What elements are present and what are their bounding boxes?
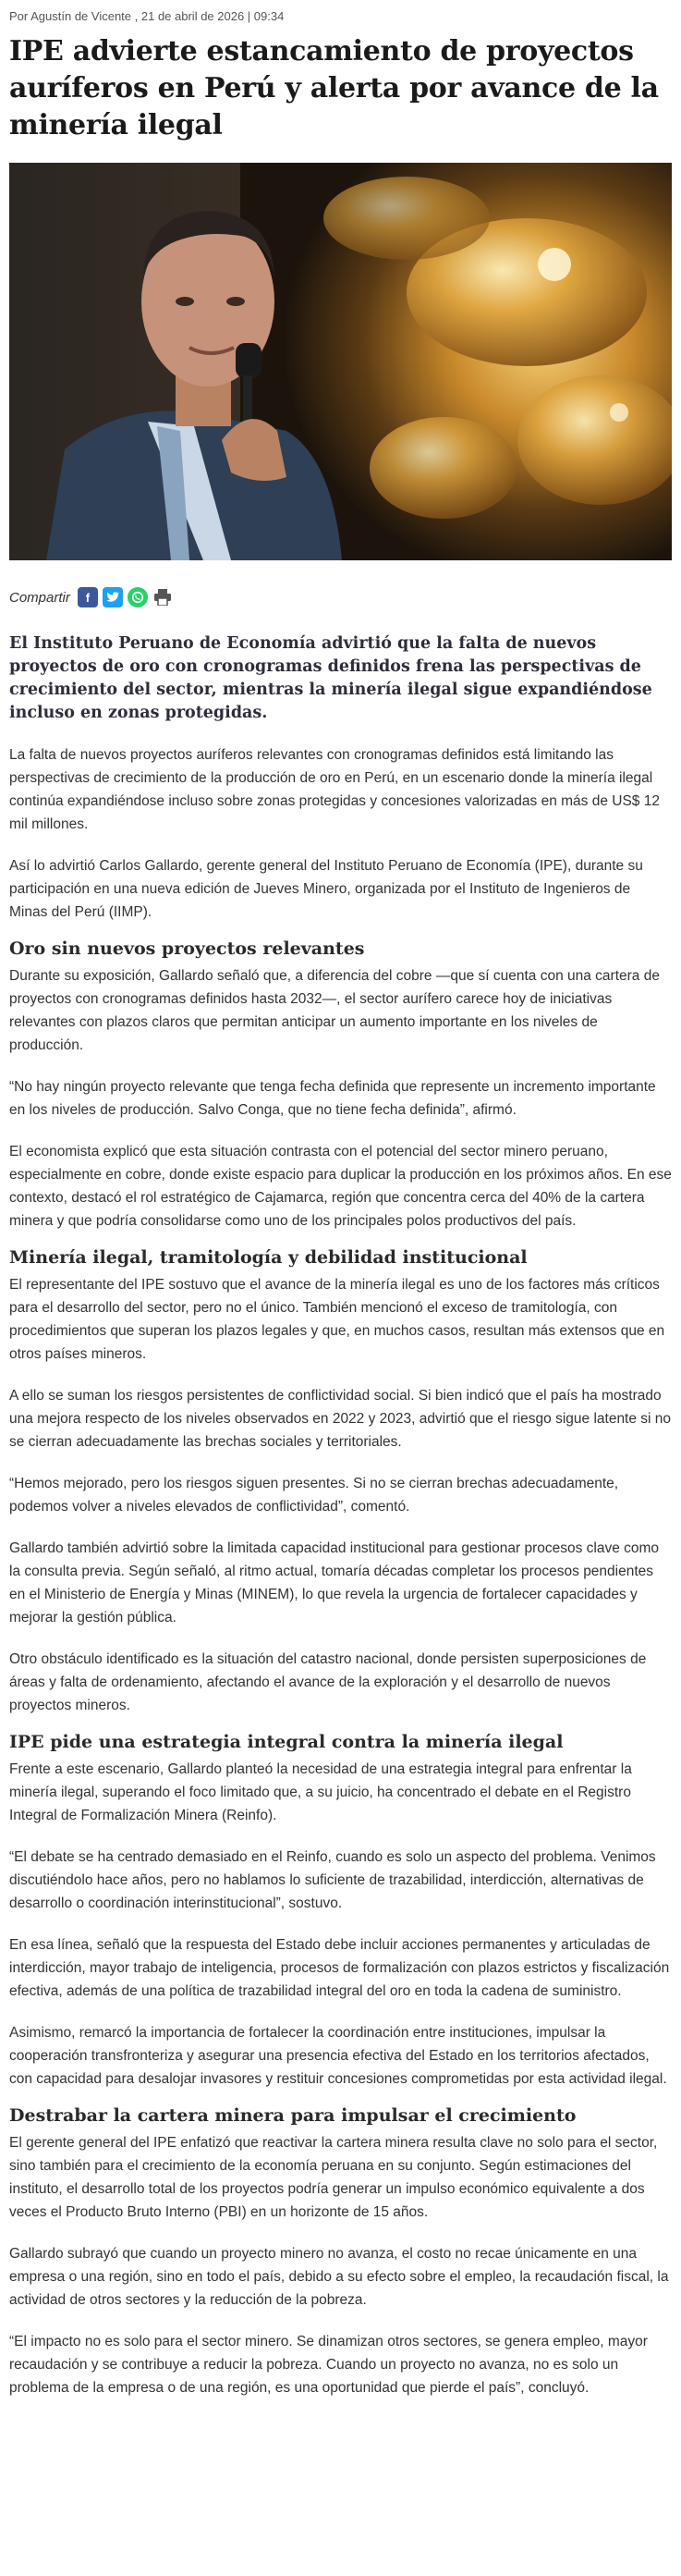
paragraph: “No hay ningún proyecto relevante que tenga fecha definida que represente un incremento importante en los niveles de producción. Salvo Conga, que no tiene fecha definida”, afirmó. [9, 1079, 656, 1118]
paragraph: “El debate se ha centrado demasiado en el Reinfo, cuando es solo un aspecto del problema. Venimos discutiéndolo hace años, pero no hablamos lo suficiente de trazabilidad, interdicción, alternativas de desarrollo o coordinación interinstitucional”, sostuvo. [9, 1849, 656, 1911]
author-link[interactable]: Agustín de Vicente [30, 9, 132, 23]
section-heading: Oro sin nuevos proyectos relevantes [9, 938, 365, 959]
paragraph: Gallardo también advirtió sobre la limitada capacidad institucional para gestionar procesos clave como la consulta previa. Según señaló, al ritmo actual, tomaría décadas completar los procesos pendientes en el Ministerio de Energía y Minas (MINEM), lo que revela la urgencia de fortalecer capacidades y mejorar la gestión pública. [9, 1540, 660, 1625]
section-heading: IPE pide una estrategia integral contra la minería ilegal [9, 1732, 564, 1752]
paragraph: A ello se suman los riesgos persistentes de conflictividad social. Si bien indicó que el país ha mostrado una mejora respecto de los niveles observados en 2022 y 2023, advirtió que el riesgo sigue latente si no se cierran adecuadamente las brechas sociales y territoriales. [9, 1388, 672, 1450]
facebook-icon[interactable]: f [78, 587, 98, 607]
publish-date: , 21 de abril de 2026 | 09:34 [131, 9, 285, 23]
byline-prefix: Por [9, 9, 31, 23]
paragraph: Otro obstáculo identificado es la situación del catastro nacional, donde persisten superposiciones de áreas y falta de ordenamiento, afectando el avance de la exploración y el desarrollo de nuevos proyectos mineros. [9, 1651, 647, 1713]
article-lead: El Instituto Peruano de Economía advirtió que la falta de nuevos proyectos de oro con cronogramas definidos frena las perspectivas de crecimiento del sector, mientras la minería ilegal sigue expandiéndose incluso en zonas protegidas. [9, 634, 652, 722]
paragraph: El gerente general del IPE enfatizó que reactivar la cartera minera resulta clave no solo para el sector, sino también para el crecimiento de la economía peruana en su conjunto. Según estimaciones del instituto, el desarrollo total de los proyectos podría generar un impulso económico equivalente a dos veces el Producto Bruto Interno (PBI) en un horizonte de 15 años. [9, 2135, 658, 2220]
whatsapp-icon[interactable] [128, 587, 148, 607]
paragraph: El economista explicó que esta situación contrasta con el potencial del sector minero peruano, especialmente en cobre, donde existe espacio para duplicar la producción en los próximos años. En ese contexto, destacó el rol estratégico de Cajamarca, región que concentra cerca del 40% de la cartera minera y que podría consolidarse como uno de los principales polos productivos del país. [9, 1144, 672, 1229]
paragraph: El representante del IPE sostuvo que el avance de la minería ilegal es uno de los factores más críticos para el desarrollo del sector, pero no el único. También mencionó el exceso de tramitología, con procedimientos que superan los plazos legales y que, en muchos casos, resultan más extensos que en otros países mineros. [9, 1277, 665, 1362]
paragraph: “Hemos mejorado, pero los riesgos siguen presentes. Si no se cierran brechas adecuadamente, podemos volver a niveles elevados de conflictividad”, comentó. [9, 1476, 619, 1515]
twitter-icon[interactable] [103, 587, 123, 607]
print-icon[interactable] [152, 587, 173, 607]
paragraph: “El impacto no es solo para el sector minero. Se dinamizan otros sectores, se genera empleo, mayor recaudación y se contribuye a reducir la pobreza. Cuando un proyecto no avanza, no es solo un problema de la empresa o de una región, es una oportunidad que pierde el país”, concluyó. [9, 2334, 648, 2396]
paragraph: Asimismo, remarcó la importancia de fortalecer la coordinación entre instituciones, impulsar la cooperación transfronteriza y asegurar una presencia efectiva del Estado en los territorios afectados, con capacidad para desalojar invasores y restituir concesiones comprometidas por esta actividad ilegal. [9, 2025, 667, 2087]
byline [9, 0, 672, 33]
paragraph: Durante su exposición, Gallardo señaló que, a diferencia del cobre —que sí cuenta con una cartera de proyectos con cronogramas definidos hasta 2032—, el sector aurífero carece hoy de iniciativas relevantes con plazos claros que permitan anticipar un aumento importante en los niveles de producción. [9, 968, 660, 1053]
section-heading: Destrabar la cartera minera para impulsar el crecimiento [9, 2105, 577, 2126]
share-bar [9, 579, 672, 616]
hero-photo-illustration [9, 163, 672, 560]
paragraph: Frente a este escenario, Gallardo planteó la necesidad de una estrategia integral para enfrentar la minería ilegal, superando el foco limitado que, a su juicio, ha concentrado el debate en el Registro Integral de Formalización Minera (Reinfo). [9, 1761, 632, 1823]
paragraph: En esa línea, señaló que la respuesta del Estado debe incluir acciones permanentes y articuladas de interdicción, mayor trabajo de inteligencia, procesos de formalización con plazos estrictos y fiscalización efectiva, además de una política de trazabilidad integral del oro en toda la cadena de suministro. [9, 1937, 670, 1999]
paragraph: Gallardo subrayó que cuando un proyecto minero no avanza, el costo no recae únicamente en una empresa o una región, sino en todo el país, debido a su efecto sobre el empleo, la recaudación fiscal, la actividad de otros sectores y la reducción de la pobreza. [9, 2246, 669, 2308]
share-label: Compartir [9, 589, 70, 606]
section-heading: Minería ilegal, tramitología y debilidad institucional [9, 1247, 528, 1268]
paragraph: Así lo advirtió Carlos Gallardo, gerente general del Instituto Peruano de Economía (IPE), durante su participación en una nueva edición de Jueves Minero, organizada por el Instituto de Ingenieros de Minas del Perú (IIMP). [9, 858, 643, 920]
paragraph: La falta de nuevos proyectos auríferos relevantes con cronogramas definidos está limitando las perspectivas de crecimiento de la producción de oro en Perú, en un escenario donde la minería ilegal continúa expandiéndose incluso sobre zonas protegidas y concesiones valorizadas en más de US$ 12 mil millones. [9, 747, 660, 832]
headline: IPE advierte estancamiento de proyectos auríferos en Perú y alerta por avance de la minería ilegal [9, 35, 659, 141]
hero-image [9, 163, 672, 560]
